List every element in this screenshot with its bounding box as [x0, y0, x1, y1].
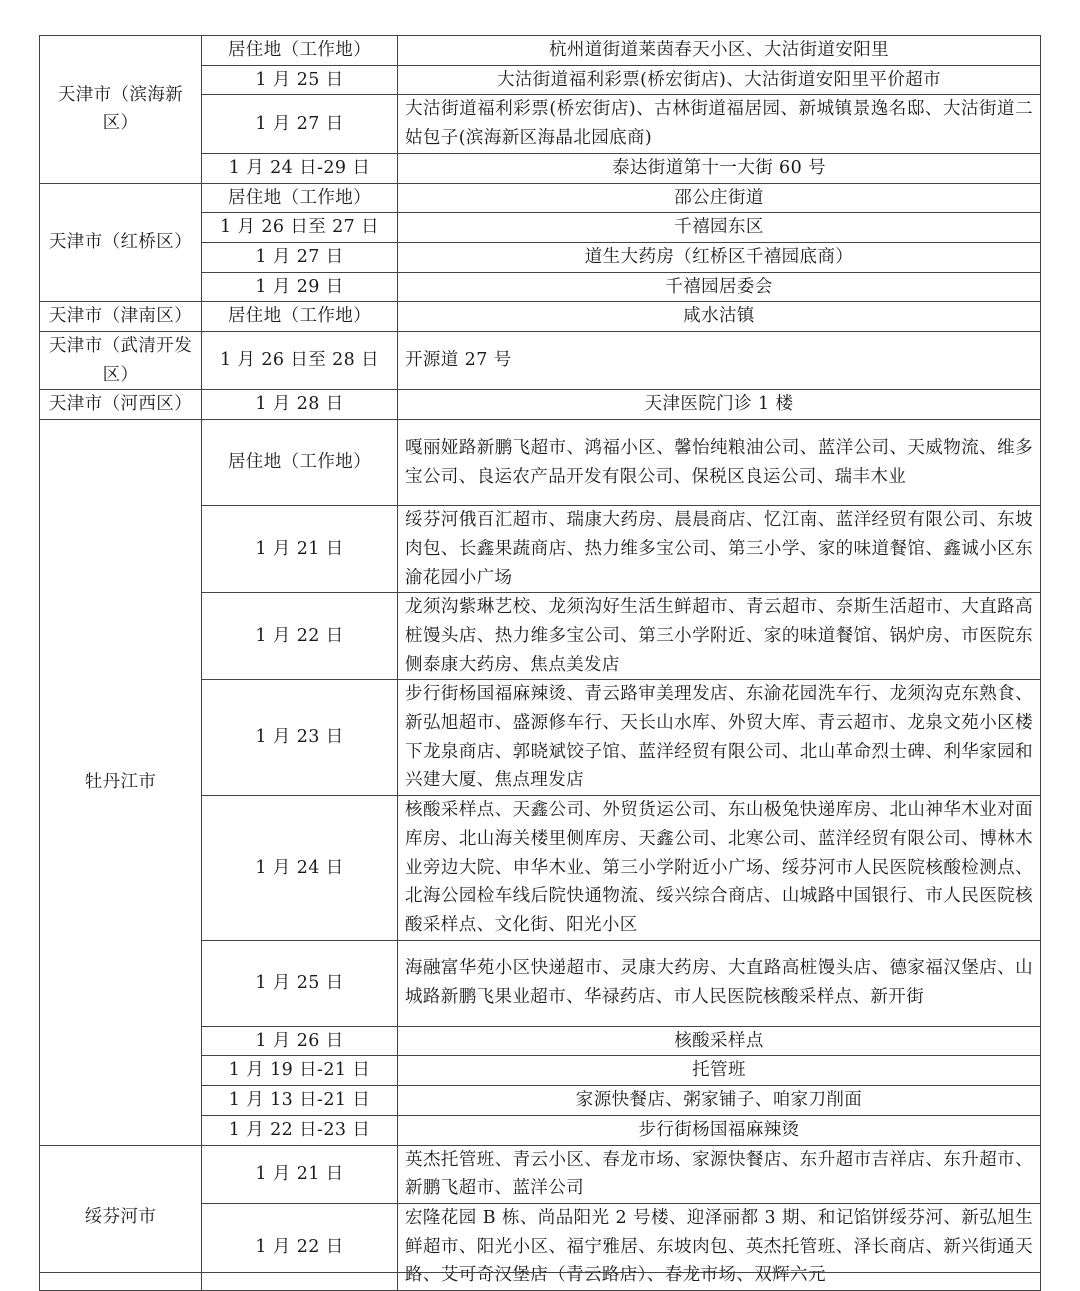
table-row	[40, 1145, 1041, 1203]
table-row	[40, 36, 1041, 66]
places-cell: 杭州道街道莱茵春天小区、大沽街道安阳里	[398, 36, 1041, 66]
date-cell: 1 月 26 日	[202, 1026, 398, 1056]
date-cell: 1 月 22 日-23 日	[202, 1115, 398, 1145]
places-cell: 嘎丽娅路新鹏飞超市、鸿福小区、馨怡纯粮油公司、蓝洋公司、天威物流、维多宝公司、良运农产品开发有限公司、保税区良运公司、瑞丰木业	[398, 420, 1041, 506]
date-cell: 1 月 22 日	[202, 1203, 398, 1290]
table-row	[40, 183, 1041, 213]
region-cell: 天津市（津南区）	[40, 302, 202, 332]
date-cell: 1 月 28 日	[202, 390, 398, 420]
table-row	[40, 332, 1041, 390]
places-cell: 海融富华苑小区快递超市、灵康大药房、大直路高桩馒头店、德家福汉堡店、山城路新鹏飞果业超市、华禄药店、市人民医院核酸采样点、新开街	[398, 940, 1041, 1026]
date-cell: 1 月 25 日	[202, 65, 398, 95]
table-container	[39, 35, 1041, 1291]
places-cell: 家源快餐店、粥家铺子、咱家刀削面	[398, 1086, 1041, 1116]
date-cell: 居住地（工作地）	[202, 302, 398, 332]
region-cell: 天津市（河西区）	[40, 390, 202, 420]
places-cell: 千禧园居委会	[398, 272, 1041, 302]
places-cell: 道生大药房（红桥区千禧园底商）	[398, 242, 1041, 272]
places-cell: 咸水沽镇	[398, 302, 1041, 332]
date-cell: 1 月 27 日	[202, 242, 398, 272]
places-cell: 绥芬河俄百汇超市、瑞康大药房、晨晨商店、忆江南、蓝洋经贸有限公司、东坡肉包、长鑫果蔬商店、热力维多宝公司、第三小学、家的味道餐馆、鑫诚小区东渝花园小广场	[398, 506, 1041, 593]
places-cell: 天津医院门诊 1 楼	[398, 390, 1041, 420]
table-body	[40, 36, 1041, 1291]
date-cell: 1 月 26 日至 28 日	[202, 332, 398, 390]
places-cell: 步行街杨国福麻辣烫、青云路审美理发店、东渝花园洗车行、龙须沟克东熟食、新弘旭超市、盛源修车行、天长山水库、外贸大库、青云超市、龙泉文苑小区楼下龙泉商店、郭晓斌饺子馆、蓝洋经贸有限公司、北山革命烈士碑、利华家园和兴建大厦、焦点理发店	[398, 680, 1041, 796]
date-cell: 1 月 22 日	[202, 593, 398, 680]
region-cell: 牡丹江市	[40, 420, 202, 1145]
date-cell: 1 月 29 日	[202, 272, 398, 302]
date-cell: 1 月 23 日	[202, 680, 398, 796]
date-cell: 1 月 27 日	[202, 95, 398, 153]
region-cell: 天津市（红桥区）	[40, 183, 202, 302]
date-cell: 居住地（工作地）	[202, 36, 398, 66]
table-row	[40, 302, 1041, 332]
region-cell: 天津市（武清开发区）	[40, 332, 202, 390]
places-cell: 龙须沟紫琳艺校、龙须沟好生活生鲜超市、青云超市、奈斯生活超市、大直路高桩馒头店、热力维多宝公司、第三小学附近、家的味道餐馆、锅炉房、市医院东侧泰康大药房、焦点美发店	[398, 593, 1041, 680]
places-cell: 邵公庄街道	[398, 183, 1041, 213]
region-cell: 天津市（滨海新区）	[40, 36, 202, 184]
date-cell: 1 月 24 日	[202, 796, 398, 941]
region-cell: 绥芬河市	[40, 1145, 202, 1291]
places-cell: 英杰托管班、青云小区、春龙市场、家源快餐店、东升超市吉祥店、东升超市、新鹏飞超市、蓝洋公司	[398, 1145, 1041, 1203]
places-cell: 开源道 27 号	[398, 332, 1041, 390]
places-cell: 大沽街道福利彩票(桥宏街店)、古林街道福居园、新城镇景逸名邸、大沽街道二姑包子(滨海新区海晶北园底商)	[398, 95, 1041, 153]
date-cell: 1 月 21 日	[202, 1145, 398, 1203]
places-cell: 核酸采样点	[398, 1026, 1041, 1056]
places-cell: 宏隆花园 B 栋、尚品阳光 2 号楼、迎泽丽都 3 期、和记馅饼绥芬河、新弘旭生鲜超市、阳光小区、福宁雅居、东坡肉包、英杰托管班、泽长商店、新兴街通天路、艾可奇汉堡店（青云路店）、春龙市场、双辉六元	[398, 1203, 1041, 1290]
table-row	[40, 390, 1041, 420]
places-cell: 泰达街道第十一大街 60 号	[398, 153, 1041, 183]
date-cell: 1 月 24 日-29 日	[202, 153, 398, 183]
places-cell: 步行街杨国福麻辣烫	[398, 1115, 1041, 1145]
date-cell: 1 月 21 日	[202, 506, 398, 593]
date-cell: 1 月 19 日-21 日	[202, 1056, 398, 1086]
page-bottom-rule	[39, 1272, 1040, 1273]
date-cell: 1 月 26 日至 27 日	[202, 213, 398, 243]
date-cell: 居住地（工作地）	[202, 183, 398, 213]
table-row	[40, 420, 1041, 506]
places-cell: 托管班	[398, 1056, 1041, 1086]
date-cell: 居住地（工作地）	[202, 420, 398, 506]
places-cell: 大沽街道福利彩票(桥宏街店)、大沽街道安阳里平价超市	[398, 65, 1041, 95]
exposure-locations-table	[39, 35, 1041, 1291]
places-cell: 核酸采样点、天鑫公司、外贸货运公司、东山极兔快递库房、北山神华木业对面库房、北山海关楼里侧库房、天鑫公司、北寒公司、蓝洋经贸有限公司、博林木业旁边大院、申华木业、第三小学附近小广场、绥芬河市人民医院核酸检测点、北海公园检车线后院快通物流、绥兴综合商店、山城路中国银行、市人民医院核酸采样点、文化街、阳光小区	[398, 796, 1041, 941]
date-cell: 1 月 25 日	[202, 940, 398, 1026]
places-cell: 千禧园东区	[398, 213, 1041, 243]
date-cell: 1 月 13 日-21 日	[202, 1086, 398, 1116]
